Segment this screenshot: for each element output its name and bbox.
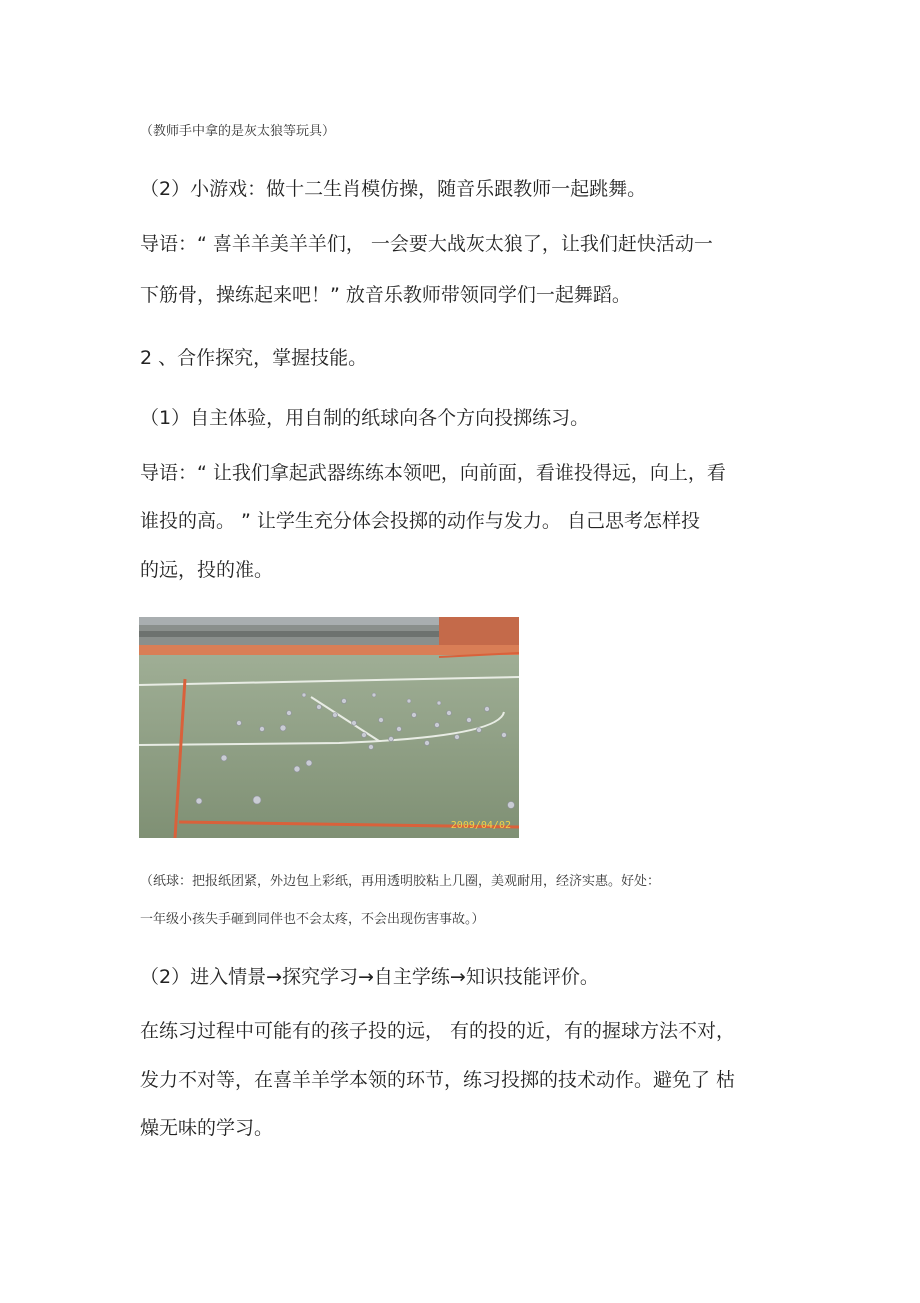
paper-ball-caption: 一年级小孩失手砸到同伴也不会太疼，不会出现伤害事故。）: [140, 912, 485, 927]
section-heading: 2 、合作探究，掌握技能。: [140, 347, 368, 369]
guide-text-line: 导语：“ 让我们拿起武器练练本领吧，向前面，看谁投得远，向上，看: [140, 462, 726, 484]
body-paragraph-line: 发力不对等，在喜羊羊学本领的环节，练习投掷的技术动作。避免了 枯: [140, 1069, 736, 1091]
flow-item: （2）进入情景→探究学习→自主学练→知识技能评价。: [140, 966, 599, 988]
guide-text-line: 下筋骨，操练起来吧！” 放音乐教师带领同学们一起舞蹈。: [140, 284, 631, 306]
body-paragraph-line: 在练习过程中可能有的孩子投的远， 有的投的近，有的握球方法不对，: [140, 1020, 736, 1042]
field-photo: [139, 617, 519, 838]
paper-ball-caption: （纸球：把报纸团紧，外边包上彩纸，再用透明胶粘上几圈，美观耐用，经济实惠。好处：: [140, 874, 661, 889]
body-paragraph-line: 燥无味的学习。: [140, 1117, 274, 1139]
guide-text-line: 导语：“ 喜羊羊美羊羊们， 一会要大战灰太狼了，让我们赶快活动一: [140, 233, 713, 255]
teacher-props-note: （教师手中拿的是灰太狼等玩具）: [140, 124, 336, 139]
photo-date-stamp: 2009/04/02: [450, 820, 511, 831]
game-item: （2）小游戏：做十二生肖模仿操，随音乐跟教师一起跳舞。: [140, 178, 647, 200]
practice-item: （1）自主体验，用自制的纸球向各个方向投掷练习。: [140, 407, 590, 429]
guide-text-line: 谁投的高。 ” 让学生充分体会投掷的动作与发力。 自己思考怎样投: [140, 510, 700, 532]
guide-text-line: 的远，投的准。: [140, 559, 274, 581]
